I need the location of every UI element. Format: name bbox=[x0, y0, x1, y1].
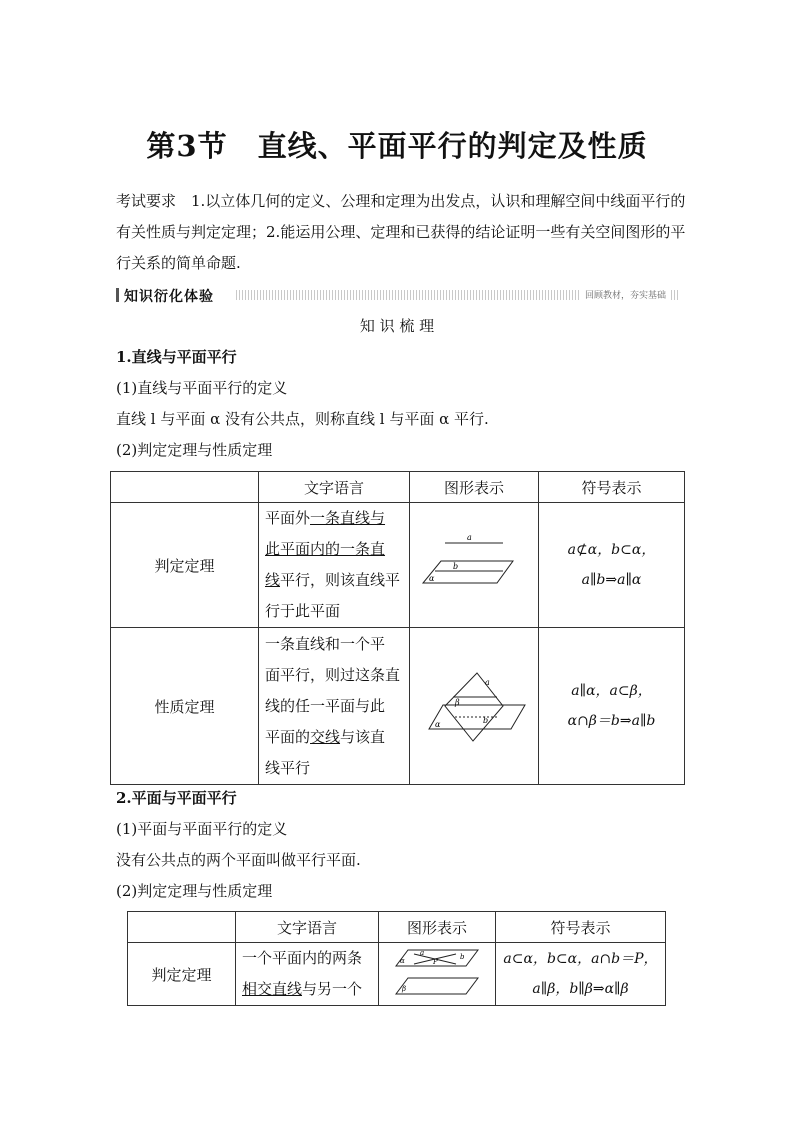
t2-row1-text-l1: 一个平面内的两条 bbox=[242, 949, 363, 967]
label-beta: β bbox=[455, 698, 460, 707]
table2-header-figure: 图形表示 bbox=[379, 912, 496, 943]
section2-definition: 没有公共点的两个平面叫做平行平面. bbox=[116, 851, 361, 869]
table1-header-row bbox=[111, 472, 685, 503]
line-plane-table bbox=[110, 471, 685, 785]
row2-text-l2: 面平行，则过这条直 bbox=[265, 665, 401, 684]
section1-sub2: (2)判定定理与性质定理 bbox=[116, 441, 273, 459]
table2-corner bbox=[128, 912, 236, 943]
table1-row-property bbox=[111, 628, 685, 785]
row2-text-l4u: 交线 bbox=[310, 727, 341, 746]
row1-text-b: 平行，则该直线平 bbox=[280, 571, 401, 589]
table1-corner bbox=[111, 472, 259, 503]
label-b: b bbox=[453, 562, 459, 571]
table1-row1-symbol bbox=[539, 503, 685, 628]
section2-sub2: (2)判定定理与性质定理 bbox=[116, 882, 273, 900]
label-alpha-3: α bbox=[400, 957, 405, 965]
plane-beta bbox=[445, 673, 503, 741]
two-parallel-planes-figure bbox=[392, 946, 482, 1002]
t2-row1-symbol-line1: a⊂α，b⊂α，a∩b＝P， bbox=[503, 951, 658, 967]
table1-row2-text bbox=[259, 628, 410, 785]
line-parallel-plane-figure bbox=[419, 535, 529, 595]
table2-row-criterion bbox=[128, 943, 666, 1006]
page-title: 第3节 直线、平面平行的判定及性质 bbox=[146, 129, 648, 163]
section1-definition: 直线 l 与平面 α 没有公共点，则称直线 l 与平面 α 平行. bbox=[116, 410, 489, 428]
row2-symbol-line2: α∩β＝b⇒a∥b bbox=[567, 713, 656, 729]
table2-header-symbol: 符号表示 bbox=[496, 912, 666, 943]
row1-text-c: 行于此平面 bbox=[265, 602, 341, 620]
table2-header-text: 文字语言 bbox=[236, 912, 379, 943]
table1-row2-figure bbox=[410, 628, 539, 785]
exam-requirements: 考试要求 1.以立体几何的定义、公理和定理为出发点，认识和理解空间中线面平行的有关性质与判定定理；2.能运用公理、定理和已获得的结论证明一些有关空间图形的平行关系的简单命题. bbox=[116, 192, 686, 272]
table1-header-symbol: 符号表示 bbox=[539, 472, 685, 503]
plane-plane-table bbox=[127, 911, 666, 1006]
row2-text-l3: 线的任一平面与此 bbox=[265, 696, 386, 715]
label-alpha: α bbox=[429, 574, 435, 583]
row2-text-l5: 线平行 bbox=[265, 758, 311, 777]
table2-header-row bbox=[128, 912, 666, 943]
banner-bar bbox=[116, 288, 119, 302]
row2-symbol-line1: a∥α，a⊂β， bbox=[571, 683, 652, 699]
table2-row1-label: 判定定理 bbox=[128, 943, 236, 1006]
label-a-3: a bbox=[420, 949, 425, 957]
table1-row2-symbol bbox=[539, 628, 685, 785]
row1-text-u2: 此平面内的一条直 bbox=[265, 540, 386, 558]
row2-text-l4a: 平面的 bbox=[265, 727, 311, 746]
section1-sub1: (1)直线与平面平行的定义 bbox=[116, 379, 288, 397]
row2-text-l4b: 与该直 bbox=[340, 727, 386, 746]
row1-text-u1: 一条直线与 bbox=[310, 509, 386, 527]
row1-text-u3: 线 bbox=[265, 571, 281, 589]
table1-header-figure: 图形表示 bbox=[410, 472, 539, 503]
table1-row2-label: 性质定理 bbox=[111, 628, 259, 785]
label-beta-3: β bbox=[402, 985, 407, 993]
table1-row1-figure bbox=[410, 503, 539, 628]
section2-heading: 2.平面与平面平行 bbox=[116, 789, 237, 807]
table2-row1-text bbox=[236, 943, 379, 1006]
t2-row1-text-l2b: 与另一个 bbox=[302, 980, 363, 998]
plane-intersection-figure bbox=[419, 661, 529, 751]
table1-row-criterion bbox=[111, 503, 685, 628]
table1-header-text: 文字语言 bbox=[259, 472, 410, 503]
row1-symbol-line2: a∥b⇒a∥α bbox=[581, 572, 642, 588]
t2-row1-text-l2u: 相交直线 bbox=[242, 980, 303, 998]
section-banner bbox=[116, 287, 678, 303]
label-alpha-2: α bbox=[435, 720, 441, 729]
row1-text-a: 平面外 bbox=[265, 509, 311, 527]
table2-row1-figure bbox=[379, 943, 496, 1006]
plane-alpha bbox=[423, 561, 513, 583]
plane-beta-3 bbox=[396, 978, 478, 994]
banner-label: 知识衍化体验 bbox=[124, 286, 220, 306]
banner-right-text: 回顾教材，夯实基础 bbox=[581, 288, 670, 301]
label-a: a bbox=[467, 535, 472, 542]
knowledge-subheading: 知 识 梳 理 bbox=[359, 317, 435, 335]
table2-row1-symbol bbox=[496, 943, 666, 1006]
table1-row1-label: 判定定理 bbox=[111, 503, 259, 628]
label-b-3: b bbox=[460, 953, 465, 961]
row2-text-l1: 一条直线和一个平 bbox=[265, 634, 386, 653]
table1-row1-text bbox=[259, 503, 410, 628]
label-a-2: a bbox=[485, 678, 490, 687]
section2-sub1: (1)平面与平面平行的定义 bbox=[116, 820, 288, 838]
t2-row1-symbol-line2: a∥β，b∥β⇒α∥β bbox=[532, 981, 629, 997]
row1-symbol-line1: a⊄α，b⊂α， bbox=[567, 542, 656, 558]
section1-heading: 1.直线与平面平行 bbox=[116, 348, 237, 366]
label-b-2: b bbox=[483, 716, 489, 725]
label-p: P bbox=[433, 958, 438, 966]
